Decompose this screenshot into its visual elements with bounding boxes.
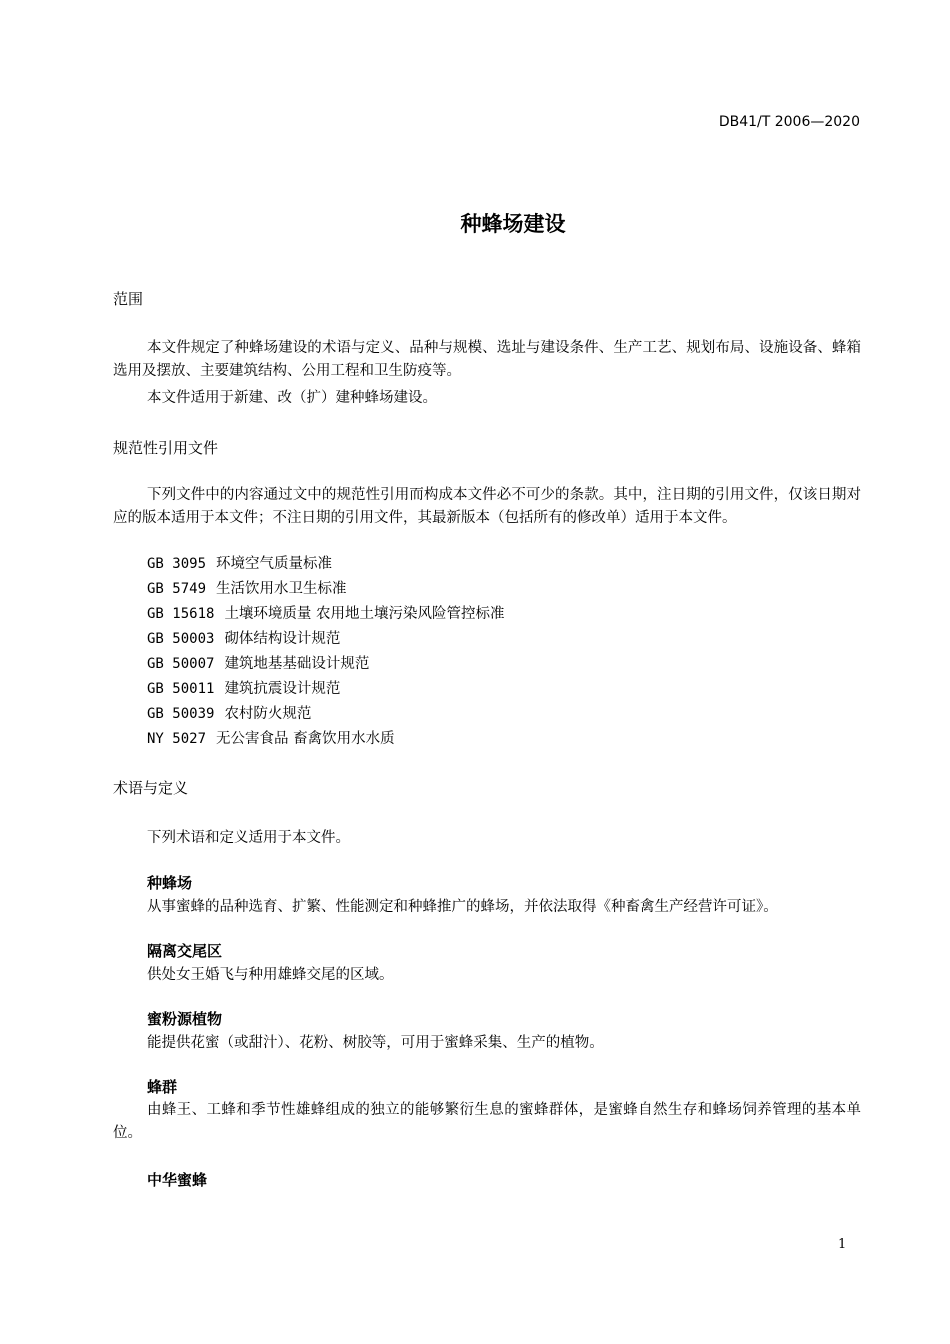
page-title: 种蜂场建设 (460, 212, 566, 236)
term-definition: 从事蜜蜂的品种选育、扩繁、性能测定和种蜂推广的蜂场，并依法取得《种畜禽生产经营许可证》。 (147, 899, 778, 915)
reference-item (147, 627, 340, 648)
reference-title: 无公害食品 畜禽饮用水水质 (216, 731, 395, 747)
term-heading: 中华蜜蜂 (147, 1171, 208, 1189)
reference-item (147, 727, 395, 748)
reference-code: GB 3095 (147, 556, 207, 572)
reference-code: GB 50039 (147, 706, 215, 722)
section-heading-scope: 范围 (113, 290, 144, 308)
term-heading: 种蜂场 (147, 874, 193, 892)
section-heading-terms: 术语与定义 (113, 779, 189, 797)
reference-title: 生活饮用水卫生标准 (216, 581, 347, 597)
page-number: 1 (838, 1237, 847, 1252)
term-definition: 由蜂王、工蜂和季节性雄蜂组成的独立的能够繁衍生息的蜜蜂群体，是蜜蜂自然生存和蜂场饲养管理的基本单位。 (113, 1102, 861, 1141)
reference-title: 建筑地基基础设计规范 (224, 656, 370, 672)
reference-title: 砌体结构设计规范 (224, 631, 341, 647)
reference-item (147, 677, 340, 698)
term-definition: 能提供花蜜（或甜汁）、花粉、树胶等，可用于蜜蜂采集、生产的植物。 (147, 1035, 604, 1051)
reference-item (147, 577, 347, 598)
reference-item (147, 602, 505, 623)
reference-item (147, 702, 311, 723)
term-heading: 蜂群 (147, 1078, 178, 1096)
terms-intro: 下列术语和定义适用于本文件。 (147, 830, 350, 846)
reference-code: NY 5027 (147, 731, 207, 747)
reference-title: 环境空气质量标准 (216, 556, 333, 572)
reference-title: 土壤环境质量 农用地土壤污染风险管控标准 (224, 606, 505, 622)
reference-item (147, 652, 369, 673)
scope-paragraph-2: 本文件适用于新建、改（扩）建种蜂场建设。 (147, 390, 437, 406)
reference-title: 建筑抗震设计规范 (224, 681, 341, 697)
term-heading: 隔离交尾区 (147, 942, 223, 960)
reference-item (147, 552, 332, 573)
section-heading-normative-references: 规范性引用文件 (113, 439, 219, 457)
reference-code: GB 5749 (147, 581, 207, 597)
reference-code: GB 50011 (147, 681, 215, 697)
reference-code: GB 50003 (147, 631, 215, 647)
term-definition: 供处女王婚飞与种用雄蜂交尾的区域。 (147, 967, 394, 983)
term-heading: 蜜粉源植物 (147, 1010, 223, 1028)
scope-paragraph-1: 本文件规定了种蜂场建设的术语与定义、品种与规模、选址与建设条件、生产工艺、规划布局、设施设备、蜂箱选用及摆放、主要建筑结构、公用工程和卫生防疫等。 (113, 340, 861, 379)
reference-title: 农村防火规范 (224, 706, 312, 722)
document-id: DB41/T 2006—2020 (718, 114, 860, 130)
normative-intro-paragraph: 下列文件中的内容通过文中的规范性引用而构成本文件必不可少的条款。其中，注日期的引用文件，仅该日期对应的版本适用于本文件；不注日期的引用文件，其最新版本（包括所有的修改单）适用于本文件。 (113, 487, 861, 526)
reference-code: GB 15618 (147, 606, 215, 622)
reference-code: GB 50007 (147, 656, 215, 672)
